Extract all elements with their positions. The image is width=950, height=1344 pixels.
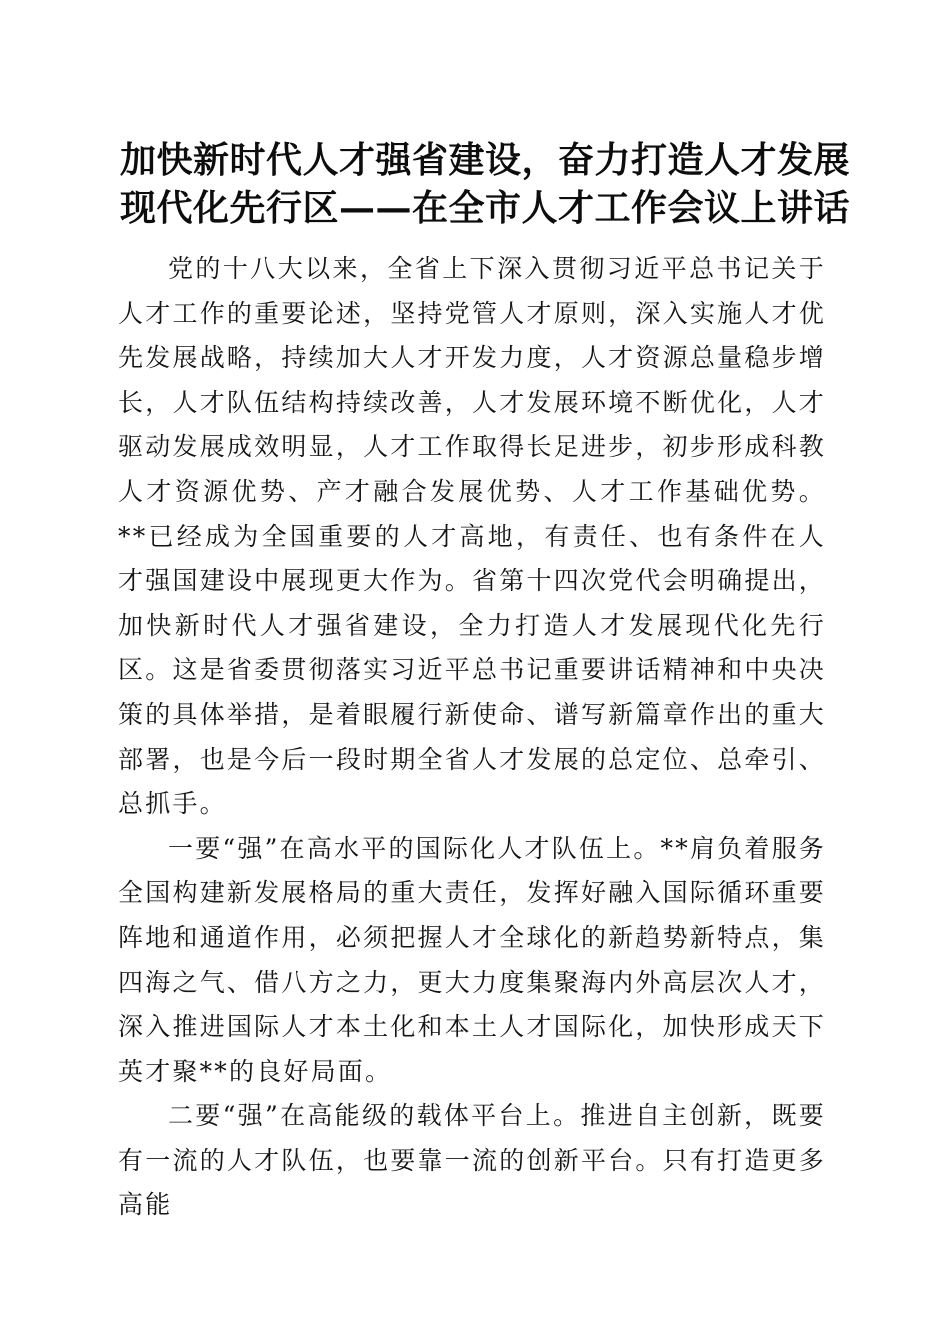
document-title — [120, 136, 851, 232]
paragraph-point-1: 一要“强”在高水平的国际化人才队伍上。**肩负着服务全国构建新发展格局的重大责任，发挥好融入国际循环重要阵地和通道作用，必须把握人才全球化的新趋势新特点，集四海之气、借八方之力，更大力度集聚海内外高层次人才，深入推进国际人才本土化和本土人才国际化，加快形成天下英才聚**的良好局面。 — [118, 833, 826, 1086]
paragraph-intro: 党的十八大以来，全省上下深入贯彻习近平总书记关于人才工作的重要论述，坚持党管人才原则，深入实施人才优先发展战略，持续加大人才开发力度，人才资源总量稳步增长，人才队伍结构持续改善，人才发展环境不断优化，人才驱动发展成效明显，人才工作取得长足进步，初步形成科教人才资源优势、产才融合发展优势、人才工作基础优势。**已经成为全国重要的人才高地，有责任、也有条件在人才强国建设中展现更大作为。省第十四次党代会明确提出，加快新时代人才强省建设，全力打造人才发展现代化先行区。这是省委贯彻落实习近平总书记重要讲话精神和中央决策的具体举措，是着眼履行新使命、谱写新篇章作出的重大部署，也是今后一段时期全省人才发展的总定位、总牵引、总抓手。 — [118, 254, 826, 819]
document-body — [118, 247, 826, 1228]
paragraph-point-2: 二要“强”在高能级的载体平台上。推进自主创新，既要有一流的人才队伍，也要靠一流的创新平台。只有打造更多高能 — [118, 1101, 826, 1220]
title-line-2: 现代化先行区——在全市人才工作会议上讲话 — [120, 187, 851, 229]
title-line-1: 加快新时代人才强省建设，奋力打造人才发展 — [120, 139, 851, 181]
